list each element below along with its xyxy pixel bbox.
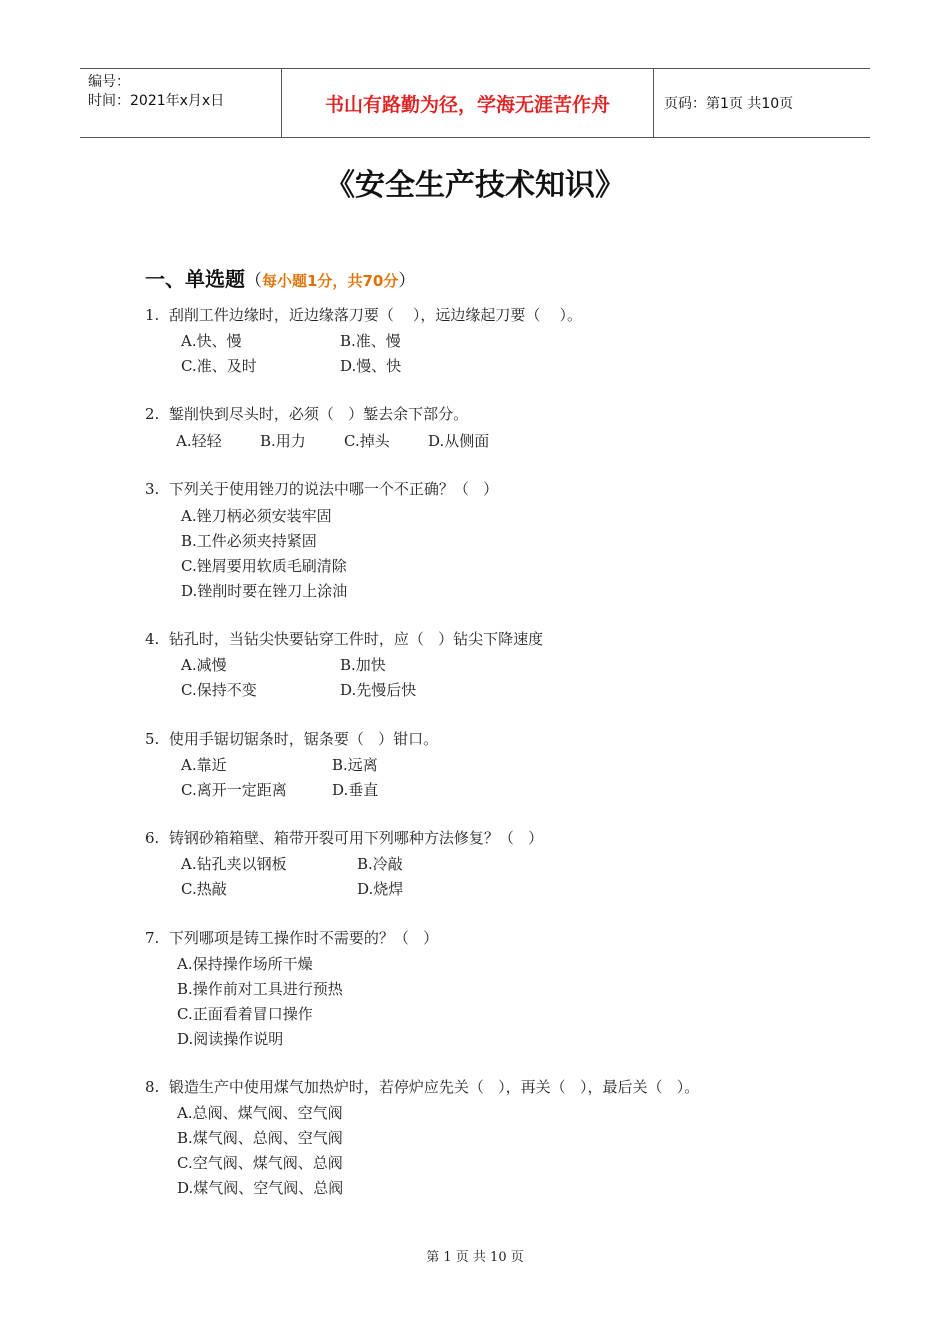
- option-b: B.加快: [340, 656, 386, 674]
- option-c: C.准、及时: [181, 357, 257, 375]
- section-heading: [145, 263, 415, 292]
- option-c: C.空气阀、煤气阀、总阀: [177, 1154, 343, 1172]
- question-stem: 7. 下列哪项是铸工操作时不需要的？（ ）: [145, 929, 439, 947]
- document-date: 时间：2021年x月x日: [88, 93, 225, 109]
- header-motto: 书山有路勤为径，学海无涯苦作舟: [282, 69, 654, 137]
- question-stem: 3. 下列关于使用锉刀的说法中哪一个不正确？（ ）: [145, 480, 499, 498]
- question-1: [145, 303, 582, 328]
- option-d: D.烧焊: [357, 880, 404, 898]
- question-stem: 6. 铸钢砂箱箱壁、箱带开裂可用下列哪种方法修复？（ ）: [145, 829, 544, 847]
- question-stem: 5. 使用手锯切锯条时，锯条要（ ）钳口。: [145, 730, 439, 748]
- option-b: B.用力: [260, 432, 306, 450]
- header-page-number: 页码：第1页 共10页: [664, 96, 794, 112]
- option-b: B.煤气阀、总阀、空气阀: [177, 1129, 343, 1147]
- question-7: [145, 926, 438, 951]
- question-8: [145, 1075, 699, 1100]
- option-b: B.冷敲: [357, 855, 403, 873]
- option-c: C.保持不变: [181, 681, 257, 699]
- option-c: C.掉头: [344, 432, 390, 450]
- option-c: C.锉屑要用软质毛刷清除: [181, 557, 347, 575]
- option-a: A.轻轻: [176, 432, 222, 450]
- question-6: [145, 826, 543, 851]
- option-c: C.热敲: [181, 880, 227, 898]
- option-b: B.远离: [332, 756, 378, 774]
- option-d: D.阅读操作说明: [177, 1030, 284, 1048]
- question-stem: 8. 锻造生产中使用煤气加热炉时，若停炉应先关（ ），再关（ ），最后关（ ）。: [145, 1078, 700, 1096]
- question-stem: 2. 錾削快到尽头时，必须（ ）錾去余下部分。: [145, 405, 469, 423]
- option-b: B.准、慢: [340, 332, 401, 350]
- question-stem: 1. 刮削工件边缘时，近边缘落刀要（ ），远边缘起刀要（ ）。: [145, 306, 582, 324]
- document-title: 《安全生产技术知识》: [325, 168, 625, 203]
- option-a: A.靠近: [181, 756, 227, 774]
- option-a: A.减慢: [181, 656, 227, 674]
- option-b: B.操作前对工具进行预热: [177, 980, 343, 998]
- option-d: D.煤气阀、空气阀、总阀: [177, 1179, 344, 1197]
- question-3: [145, 477, 498, 502]
- option-d: D.锉削时要在锉刀上涂油: [181, 582, 348, 600]
- option-d: D.从侧面: [428, 432, 490, 450]
- document-number: 编号：: [88, 74, 130, 90]
- option-a: A.快、慢: [181, 332, 242, 350]
- option-d: D.垂直: [332, 781, 379, 799]
- option-c: C.离开一定距离: [181, 781, 287, 799]
- question-5: [145, 727, 438, 752]
- section-note-open: （: [245, 271, 262, 291]
- page-footer: 第 1 页 共 10 页: [426, 1250, 524, 1265]
- option-d: D.慢、快: [340, 357, 402, 375]
- option-b: B.工件必须夹持紧固: [181, 532, 317, 550]
- option-a: A.钻孔夹以钢板: [181, 855, 287, 873]
- section-note-close: ）: [398, 271, 416, 291]
- option-c: C.正面看着冒口操作: [177, 1005, 313, 1023]
- option-a: A.保持操作场所干燥: [177, 955, 313, 973]
- header-info: [80, 69, 282, 137]
- question-2: [145, 402, 468, 427]
- page-header: [80, 68, 870, 138]
- option-a: A.锉刀柄必须安装牢固: [181, 507, 332, 525]
- option-a: A.总阀、煤气阀、空气阀: [177, 1104, 343, 1122]
- question-4: [145, 627, 543, 652]
- option-d: D.先慢后快: [340, 681, 417, 699]
- question-stem: 4. 钻孔时，当钻尖快要钻穿工件时，应（ ）钻尖下降速度: [145, 630, 544, 648]
- section-title: 一、单选题: [145, 267, 245, 291]
- section-note: 每小题1分，共70分: [262, 272, 399, 290]
